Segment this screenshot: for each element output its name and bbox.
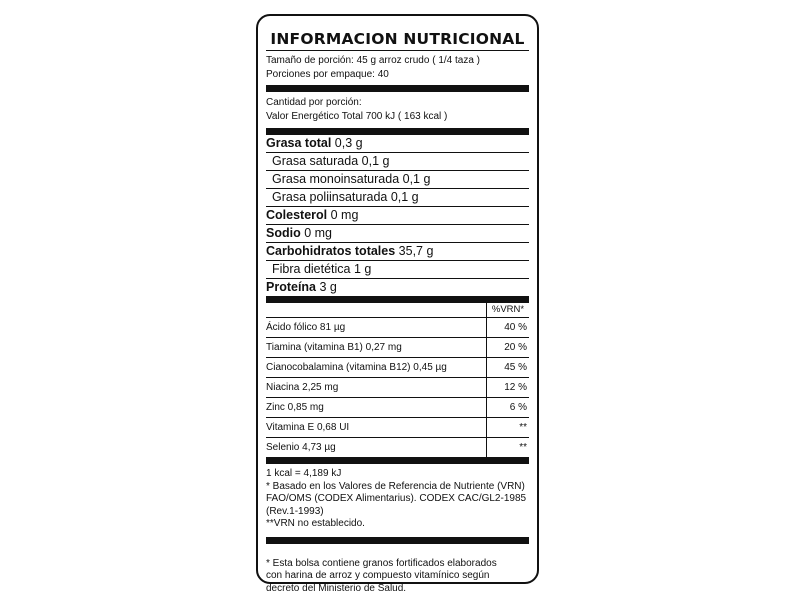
label-title: INFORMACION NUTRICIONAL	[270, 30, 525, 48]
footnote-line: **VRN no establecido.	[266, 518, 365, 529]
thick-divider	[266, 85, 529, 92]
table-row: Niacina 2,25 mg 12 %	[266, 378, 529, 398]
thick-divider	[266, 537, 529, 544]
table-row: Selenio 4,73 µg **	[266, 438, 529, 457]
thick-divider	[266, 128, 529, 135]
table-row: Tiamina (vitamina B1) 0,27 mg 20 %	[266, 338, 529, 358]
table-row: Zinc 0,85 mg 6 %	[266, 398, 529, 418]
footnote-line: FAO/OMS (CODEX Alimentarius). CODEX CAC/GL2-1985	[266, 493, 527, 504]
servings-per-package: Porciones por empaque: 40	[266, 69, 389, 80]
footnotes	[266, 466, 529, 531]
nutrient-row-fat-saturated: Grasa saturada 0,1 g	[266, 153, 529, 171]
table-row: Vitamina E 0,68 UI **	[266, 418, 529, 438]
nutrition-facts-label	[256, 14, 539, 594]
vitamin-table	[266, 318, 529, 457]
nutrient-row-fat-monounsaturated: Grasa monoinsaturada 0,1 g	[266, 171, 529, 189]
fortification-note	[266, 556, 529, 596]
note-line: decreto del Ministerio de Salud.	[266, 582, 407, 594]
note-line: * Esta bolsa contiene granos fortificados elaborados	[266, 557, 497, 569]
nutrient-row-carbohydrates: Carbohidratos totales 35,7 g	[266, 243, 529, 261]
nutrient-row-sodium: Sodio 0 mg	[266, 225, 529, 243]
footnote-line: (Rev.1-1993)	[266, 505, 324, 517]
divider	[266, 50, 529, 51]
nutrient-list	[266, 135, 529, 296]
thick-divider	[266, 457, 529, 464]
energy-value: Valor Energético Total 700 kJ ( 163 kcal )	[266, 111, 448, 122]
nutrient-row-fiber: Fibra dietética 1 g	[266, 261, 529, 279]
thick-divider	[266, 296, 529, 303]
nutrient-row-fat-polyunsaturated: Grasa poliinsaturada 0,1 g	[266, 189, 529, 207]
note-line: con harina de arroz y compuesto vitamínico según	[266, 570, 490, 581]
serving-size: Tamaño de porción: 45 g arroz crudo ( 1/4 taza )	[266, 55, 481, 66]
nutrient-row-protein: Proteína 3 g	[266, 280, 337, 294]
footnote-line: * Basado en los Valores de Referencia de Nutriente (VRN)	[266, 480, 525, 492]
vrn-header-row	[266, 303, 529, 318]
amount-per-serving-label: Cantidad por porción:	[266, 97, 362, 108]
nutrient-row-cholesterol: Colesterol 0 mg	[266, 207, 529, 225]
table-row: Ácido fólico 81 µg 40 %	[266, 318, 529, 338]
nutrient-row-fat-total: Grasa total 0,3 g	[266, 135, 529, 153]
table-row: Cianocobalamina (vitamina B12) 0,45 µg 45 %	[266, 358, 529, 378]
vrn-header: %VRN*	[486, 303, 529, 317]
footnote-line: 1 kcal = 4,189 kJ	[266, 468, 342, 479]
